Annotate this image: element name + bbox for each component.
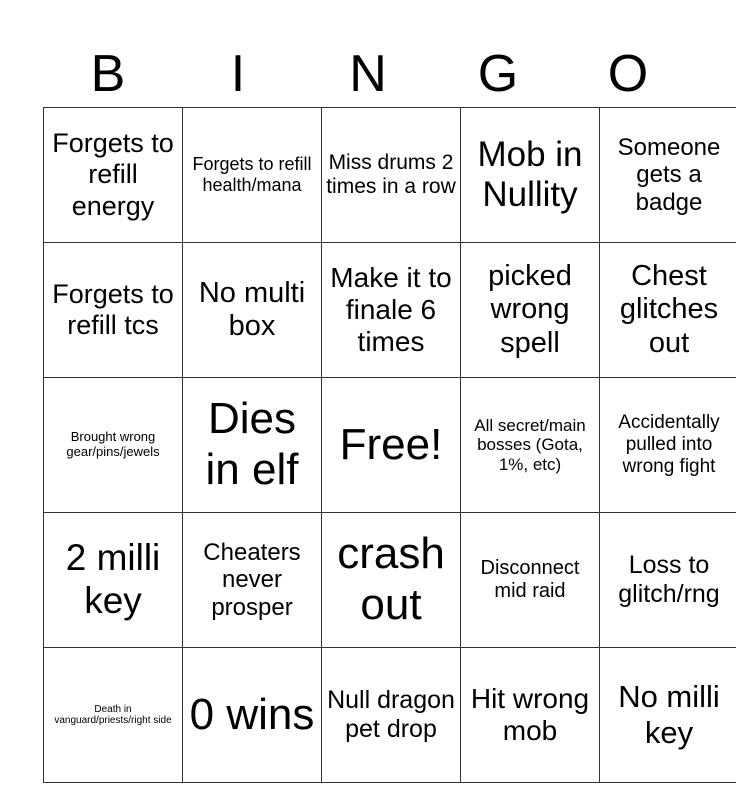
bingo-cell[interactable]: Make it to finale 6 times bbox=[322, 243, 461, 378]
bingo-cell[interactable]: No multi box bbox=[183, 243, 322, 378]
bingo-cell[interactable]: Hit wrong mob bbox=[461, 648, 600, 783]
header-letter-o: O bbox=[607, 45, 649, 103]
bingo-cell[interactable]: Accidentally pulled into wrong fight bbox=[600, 378, 736, 513]
header-letter-n: N bbox=[349, 45, 387, 103]
bingo-cell[interactable]: Forgets to refill health/mana bbox=[183, 108, 322, 243]
bingo-cell[interactable]: All secret/main bosses (Gota, 1%, etc) bbox=[461, 378, 600, 513]
bingo-cell[interactable]: Null dragon pet drop bbox=[322, 648, 461, 783]
bingo-board bbox=[43, 107, 736, 783]
board-row bbox=[44, 648, 736, 783]
board-row bbox=[44, 243, 736, 378]
bingo-cell[interactable]: Mob in Nullity bbox=[461, 108, 600, 243]
bingo-cell[interactable]: No milli key bbox=[600, 648, 736, 783]
bingo-cell[interactable]: Miss drums 2 times in a row bbox=[322, 108, 461, 243]
bingo-cell[interactable]: Cheaters never prosper bbox=[183, 513, 322, 648]
board-row bbox=[44, 378, 736, 513]
header-letter-i: I bbox=[230, 45, 246, 103]
bingo-cell[interactable]: Someone gets a badge bbox=[600, 108, 736, 243]
bingo-header bbox=[43, 44, 693, 104]
bingo-cell[interactable]: Death in vanguard/priests/right side bbox=[44, 648, 183, 783]
bingo-cell[interactable]: Forgets to refill tcs bbox=[44, 243, 183, 378]
bingo-cell[interactable]: Dies in elf bbox=[183, 378, 322, 513]
header-letter-g: G bbox=[477, 45, 519, 103]
bingo-cell[interactable]: Forgets to refill energy bbox=[44, 108, 183, 243]
board-row bbox=[44, 513, 736, 648]
bingo-cell[interactable]: Disconnect mid raid bbox=[461, 513, 600, 648]
bingo-cell[interactable]: picked wrong spell bbox=[461, 243, 600, 378]
bingo-cell[interactable]: 0 wins bbox=[183, 648, 322, 783]
bingo-cell[interactable]: Brought wrong gear/pins/jewels bbox=[44, 378, 183, 513]
bingo-cell[interactable]: crash out bbox=[322, 513, 461, 648]
board-row bbox=[44, 108, 736, 243]
free-space-cell[interactable]: Free! bbox=[322, 378, 461, 513]
header-letter-b: B bbox=[90, 45, 126, 103]
bingo-cell[interactable]: 2 milli key bbox=[44, 513, 183, 648]
bingo-cell[interactable]: Loss to glitch/rng bbox=[600, 513, 736, 648]
bingo-cell[interactable]: Chest glitches out bbox=[600, 243, 736, 378]
